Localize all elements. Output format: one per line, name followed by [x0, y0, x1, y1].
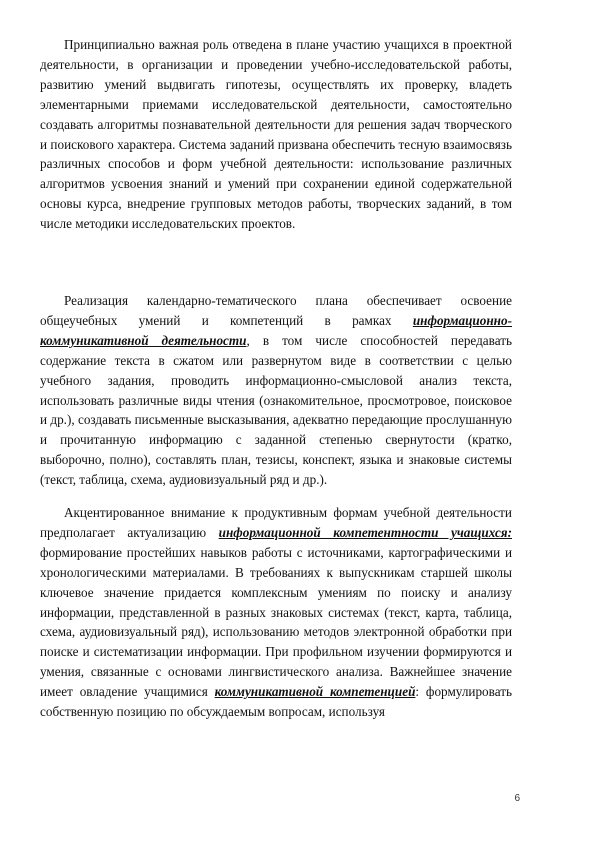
- paragraph-3-emphasis-2: коммуникативной компетенцией: [214, 684, 416, 700]
- paragraph-3-text-before: Акцентированное внимание к продуктивным формам учебной деятельности предполагает актуализацию: [40, 505, 512, 540]
- paragraph-2-text-after: , в том числе способностей передавать содержание текста в сжатом или развернутом виде в соответствии с целью учебного задания, проводить информационно-смысловой анализ текста, использовать различные виды чтения (ознакомительное, просмотровое, поисковое и др.), создавать письменные высказывания, адекватно передающие прослушанную и прочитанную информацию с заданной степенью свернутости (кратко, выборочно, полно), составлять план, тезисы, конспект, языка и знаковые системы (текст, таблица, схема, аудиовизуальный ряд и др.).: [40, 332, 512, 488]
- paragraph-1-text: Принципиально важная роль отведена в плане участию учащихся в проектной деятельности, в организации и проведении учебно-исследовательской работы, развитию умений выдвигать гипотезы, осуществлять их проверку, владеть элементарными приемами исследовательской деятельности, самостоятельно создавать алгоритмы познавательной деятельности для решения задач творческого и поискового характера. Система заданий призвана обеспечить тесную взаимосвязь различных способов и форм учебной деятельности: использование различных алгоритмов усвоения знаний и умений при сохранении единой содержательной основы курса, внедрение групповых методов работы, творческих заданий, в том числе методики исследовательских проектов.: [40, 37, 512, 232]
- paragraph-3-text-middle: формирование простейших навыков работы с источниками, картографическими и хронологическими материалами. В требованиях к выпускникам старшей школы ключевое значение придается комплексным умениям по поиску и анализу информации, представленной в разных знаковых системах (текст, карта, таблица, схема, аудиовизуальный ряд), использованию методов электронной обработки при поиске и систематизации информации. При профильном изучении формируются и умения, связанные с основами лингвистического анализа. Важнейшее значение имеет овладение учащимися: [40, 544, 512, 700]
- paragraph-3-text-end: : формулировать собственную позицию по обсуждаемым вопросам, используя: [40, 684, 512, 720]
- page-number: 6: [514, 793, 520, 804]
- paragraph-productive-forms: [40, 503, 512, 722]
- paragraph-2-emphasis: информационно-коммуникативной деятельности: [40, 312, 512, 348]
- paragraph-3-emphasis: информационной компетентности учащихся:: [218, 524, 512, 540]
- paragraph-project-activity: [40, 35, 512, 234]
- paragraph-calendar-plan: [40, 291, 512, 490]
- paragraph-2-text-before: Реализация календарно-тематического плана обеспечивает освоение общеучебных умений и компетенций в рамках: [40, 293, 512, 328]
